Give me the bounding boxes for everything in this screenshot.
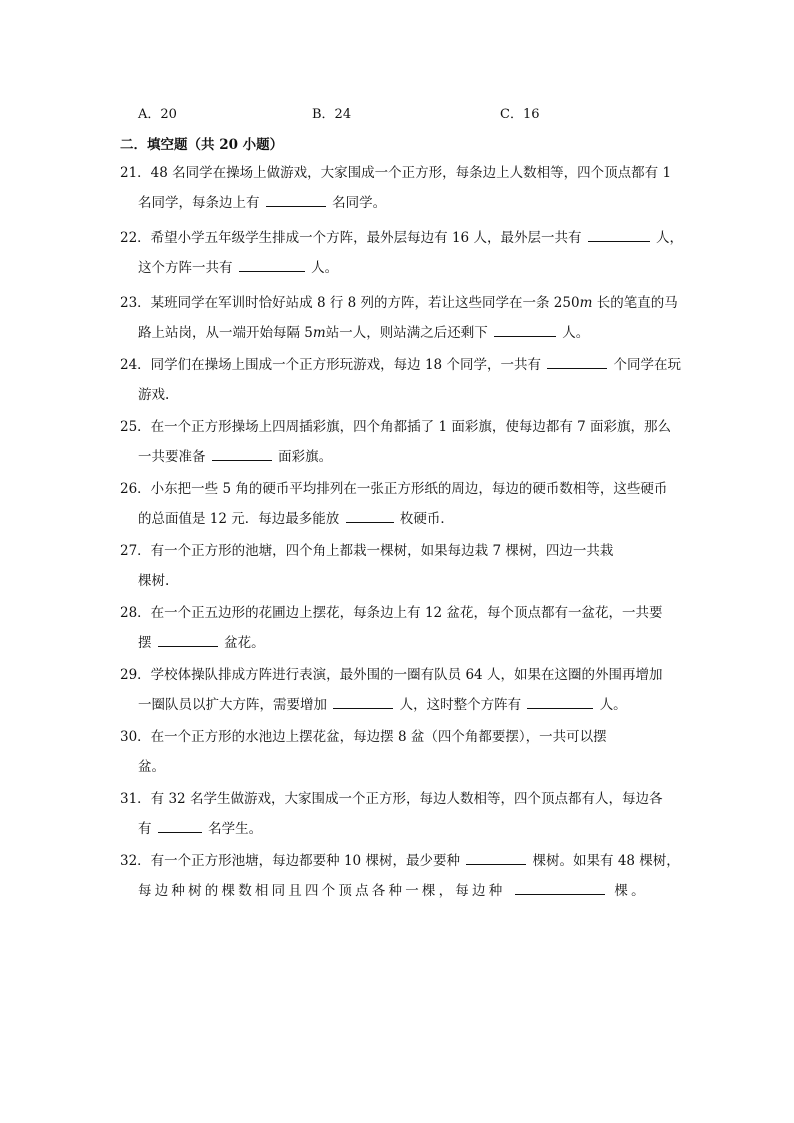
question-text: 长的笔直的马 <box>592 295 678 311</box>
section-title: 二．填空题（共 20 小题） <box>120 137 284 153</box>
question-text: 棵树。如果有 48 棵树， <box>532 853 680 869</box>
answer-blank[interactable] <box>158 632 218 647</box>
answer-blank[interactable] <box>346 508 394 523</box>
question-text: 人。 <box>311 260 339 276</box>
question-text: 枚硬币． <box>399 511 454 527</box>
question-text: 棵。 <box>614 883 648 899</box>
question-21 <box>120 158 685 218</box>
question-23 <box>120 288 685 348</box>
question-text: 24．同学们在操场上围成一个正方形玩游戏，每边 18 个同学，一共有 <box>120 357 541 373</box>
question-text: 名同学，每条边上有 <box>138 195 260 211</box>
question-text: 盆花。 <box>224 635 265 651</box>
unit-m: m <box>312 325 326 341</box>
question-text: 26．小东把一些 5 角的硬币平均排列在一张正方形纸的周边，每边的硬币数相等，这些硬币 <box>120 481 668 497</box>
question-text: 人，这时整个方阵有 <box>399 697 522 713</box>
choice-b: B．24 <box>312 107 352 122</box>
question-text: 人。 <box>562 325 590 341</box>
answer-blank[interactable] <box>466 850 526 865</box>
question-text: 30．在一个正方形的水池边上摆花盆，每边摆 8 盆（四个角都要摆），一共可以摆 <box>120 729 607 745</box>
question-text: 22．希望小学五年级学生排成一个方阵，最外层每边有 16 人，最外层一共有 <box>120 230 582 246</box>
question-text: 这个方阵一共有 <box>138 260 233 276</box>
answer-blank[interactable] <box>266 192 326 207</box>
question-text: 每边种树的棵数相同且四个顶点各种一棵，每边种 <box>138 883 506 899</box>
question-text: 人， <box>656 230 684 246</box>
question-text: 名学生。 <box>208 821 263 837</box>
question-22 <box>120 223 685 283</box>
answer-blank[interactable] <box>547 354 607 369</box>
question-text: 盆。 <box>138 759 165 775</box>
question-text: 的总面值是 12 元．每边最多能放 <box>138 511 340 527</box>
unit-m: m <box>579 295 593 311</box>
question-text: 棵树. <box>138 573 170 589</box>
answer-blank[interactable] <box>588 227 650 242</box>
question-text: 一圈队员以扩大方阵，需要增加 <box>138 697 327 713</box>
question-text: 名同学。 <box>332 195 387 211</box>
question-text: 25．在一个正方形操场上四周插彩旗，四个角都插了 1 面彩旗，使每边都有 7 面彩旗，那么 <box>120 419 672 435</box>
answer-blank[interactable] <box>515 880 605 895</box>
question-text: 28．在一个正五边形的花圃边上摆花，每条边上有 12 盆花，每个顶点都有一盆花，一共要 <box>120 605 663 621</box>
question-26 <box>120 474 685 534</box>
question-32 <box>120 846 685 906</box>
answer-blank[interactable] <box>527 694 593 709</box>
question-text: 31．有 32 名学生做游戏，大家围成一个正方形，每边人数相等，四个顶点都有人，每边各 <box>120 791 663 807</box>
question-27 <box>120 536 685 596</box>
question-30 <box>120 722 685 782</box>
question-text: 个同学在玩 <box>613 357 682 373</box>
answer-choices <box>138 103 698 123</box>
question-text: 32．有一个正方形池塘，每边都要种 10 棵树，最少要种 <box>120 853 460 869</box>
answer-blank[interactable] <box>212 446 272 461</box>
question-text: 29．学校体操队排成方阵进行表演，最外围的一圈有队员 64 人，如果在这圈的外围再增加 <box>120 667 663 683</box>
choice-a: A．20 <box>138 107 177 122</box>
question-29 <box>120 660 685 720</box>
answer-blank[interactable] <box>494 322 556 337</box>
question-text: 21．48 名同学在操场上做游戏，大家围成一个正方形，每条边上人数相等，四个顶点都有 1 <box>120 165 672 181</box>
question-text: 路上站岗，从一端开始每隔 5 <box>138 325 313 341</box>
question-text: 人。 <box>599 697 627 713</box>
question-text: 27．有一个正方形的池塘，四个角上都栽一棵树，如果每边栽 7 棵树，四边一共栽 <box>120 543 614 559</box>
question-25 <box>120 412 685 472</box>
question-24 <box>120 350 685 410</box>
question-text: 站一人，则站满之后还剩下 <box>325 325 488 341</box>
answer-blank[interactable] <box>333 694 393 709</box>
question-31 <box>120 784 685 844</box>
question-text: 23．某班同学在军训时恰好站成 8 行 8 列的方阵，若让这些同学在一条 250 <box>120 295 580 311</box>
question-text: 摆 <box>138 635 152 651</box>
question-28 <box>120 598 685 658</box>
question-text: 面彩旗。 <box>278 449 333 465</box>
question-text: 有 <box>138 821 152 837</box>
question-text: 游戏. <box>138 387 170 403</box>
answer-blank[interactable] <box>158 818 202 833</box>
choice-c: C．16 <box>500 107 540 122</box>
answer-blank[interactable] <box>239 257 305 272</box>
question-text: 一共要准备 <box>138 449 206 465</box>
